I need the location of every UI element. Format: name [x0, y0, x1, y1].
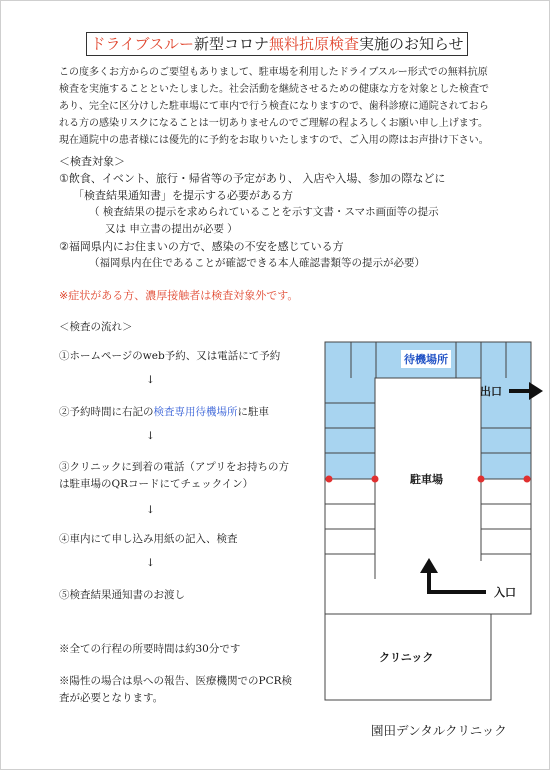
warning-text: ※症状がある方、濃厚接触者は検査対象外です。 [59, 289, 299, 302]
flow-arrow: ↓ [146, 374, 155, 386]
targets-heading: ＜検査対象＞ [59, 155, 125, 168]
exit-label: 出口 [480, 385, 502, 398]
entrance-label: 入口 [494, 586, 516, 599]
title-free-test: 無料抗原検査 [268, 35, 359, 53]
target-item-1-note-cont: 又は 申立書の提出が必要 ） [105, 223, 238, 235]
clinic-name-footer: 園田デンタルクリニック [371, 723, 507, 738]
intro-line: この度多くお方からのご要望もありまして、駐車場を利用したドライブスルー形式での無料抗原 [59, 67, 488, 78]
intro-line: あり、完全に区分けした駐車場にて車内で行う検査になりますので、歯科診療に通院されておら [59, 101, 489, 112]
title-covid: 新型コロナ [193, 35, 269, 53]
target-item-2: ②福岡県内にお住まいの方で、感染の不安を感じている方 [59, 240, 344, 253]
duration-note: ※全ての行程の所要時間は約30分です [59, 643, 241, 655]
flow-step-2-post: に駐車 [237, 406, 269, 418]
positive-note: ※陽性の場合は県への報告、医療機関でのPCR検 [59, 675, 293, 687]
flow-step-1: ①ホームページのweb予約、又は電話にて予約 [59, 350, 281, 362]
target-item-2-note: （福岡県内在住であることが確認できる本人確認書類等の提示が必要） [89, 257, 425, 269]
flow-step-5: ⑤検査結果通知書のお渡し [59, 589, 185, 601]
intro-line: 現在通院中の患者様には優先的に予約をお取りいたしますので、ご入用の際はお声掛け下さい。 [59, 135, 489, 146]
flow-step-3: ③クリニックに到着の電話（アプリをお持ちの方 [59, 461, 289, 473]
flow-step-3-cont: は駐車場のQRコードにてチェックイン） [59, 478, 254, 490]
exit-arrow-icon [529, 382, 543, 400]
target-item-1-note: （ 検査結果の提示を求められていることを示す文書・スマホ画面等の提示 [89, 206, 439, 218]
parking-map [1, 1, 549, 769]
waiting-area-label: 待機場所 [401, 350, 451, 368]
boundary-dot [372, 476, 379, 483]
boundary-dot [326, 476, 333, 483]
title-announcement: 実施のお知らせ [358, 35, 464, 53]
clinic-label: クリニック [379, 651, 434, 664]
parking-label: 駐車場 [410, 473, 443, 486]
title-drive-through: ドライブスルー [90, 35, 194, 53]
target-item-1: ①飲食、イベント、旅行・帰省等の予定があり、 入店や入場、参加の際などに [59, 172, 446, 185]
flow-step-4: ④車内にて申し込み用紙の記入、検査 [59, 533, 238, 545]
target-item-1-cont: 「検査結果通知書」を提示する必要がある方 [73, 189, 293, 202]
boundary-dot [478, 476, 485, 483]
flow-arrow: ↓ [146, 430, 155, 442]
positive-note-cont: 査が必要となります。 [59, 692, 164, 704]
flow-arrow: ↓ [146, 504, 155, 516]
flow-step-2-pre: ②予約時間に右記の [59, 406, 154, 418]
waiting-area-link-text: 検査専用待機場所 [153, 406, 238, 418]
intro-line: れる方の感染リスクになることは一切ありませんのでご理解の程よろしくお願い申し上げます。 [59, 118, 488, 129]
flow-heading: ＜検査の流れ＞ [59, 321, 133, 333]
intro-line: 検査を実施することといたしました。社会活動を継続させるための健康な方を対象とした検査で [59, 84, 489, 95]
flow-arrow: ↓ [146, 557, 155, 569]
boundary-dot [524, 476, 531, 483]
